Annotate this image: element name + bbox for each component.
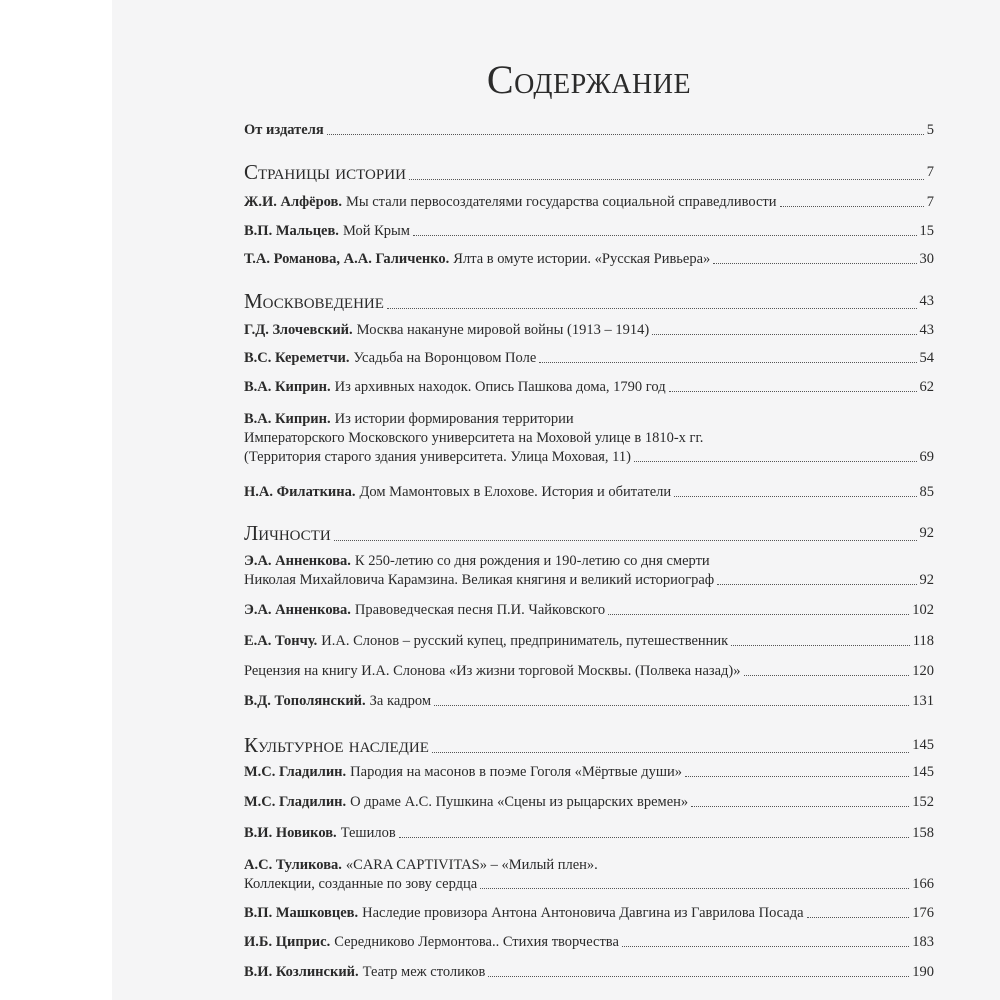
page-number: 15 bbox=[919, 223, 934, 239]
entry-title: Из архивных находок. Опись Пашкова дома, 1790 год bbox=[334, 379, 666, 395]
entry-author: В.С. Кереметчи. bbox=[244, 350, 350, 366]
entry-title: От издателя bbox=[244, 122, 324, 138]
page-number: 43 bbox=[919, 293, 934, 309]
toc-section-heading bbox=[244, 159, 934, 185]
dot-leader bbox=[413, 235, 917, 236]
entry-title: И.А. Слонов – русский купец, предприниматель, путешественник bbox=[321, 633, 729, 649]
entry-author: В.П. Машковцев. bbox=[244, 905, 359, 921]
entry-author: В.И. Новиков. bbox=[244, 825, 337, 841]
page-number: 92 bbox=[919, 572, 934, 588]
toc-entry bbox=[244, 933, 934, 952]
dot-leader bbox=[731, 645, 910, 646]
toc-entry bbox=[244, 222, 934, 241]
toc-entry bbox=[244, 378, 934, 397]
entry-title: К 250-летию со дня рождения и 190-летию со дня смерти bbox=[354, 553, 710, 569]
dot-leader bbox=[691, 806, 909, 807]
dot-leader bbox=[669, 391, 917, 392]
page-number: 190 bbox=[912, 964, 934, 980]
entry-author: В.А. Киприн. bbox=[244, 411, 331, 427]
toc-entry bbox=[244, 632, 934, 651]
toc-entry bbox=[244, 904, 934, 923]
entry-author: Э.А. Анненкова. bbox=[244, 553, 351, 569]
toc-section-heading bbox=[244, 520, 934, 546]
dot-leader bbox=[717, 584, 916, 585]
page-number: 166 bbox=[912, 876, 934, 892]
dot-leader bbox=[334, 540, 917, 541]
toc-entry bbox=[244, 193, 934, 212]
toc-entry bbox=[244, 963, 934, 982]
page-number: 102 bbox=[912, 602, 934, 618]
entry-title: Мой Крым bbox=[342, 223, 410, 239]
toc-section-heading bbox=[244, 288, 934, 314]
entry-author: Г.Д. Злочевский. bbox=[244, 322, 353, 338]
dot-leader bbox=[432, 752, 909, 753]
dot-leader bbox=[480, 888, 909, 889]
entry-author: Н.А. Филаткина. bbox=[244, 484, 356, 500]
entry-author: А.С. Туликова. bbox=[244, 857, 342, 873]
toc-entry bbox=[244, 856, 934, 894]
entry-title-line: Императорского Московского университета на Моховой улице в 1810-х гг. bbox=[244, 430, 704, 446]
entry-author: Ж.И. Алфёров. bbox=[244, 194, 342, 210]
toc-entry bbox=[244, 692, 934, 711]
entry-title: За кадром bbox=[369, 693, 432, 709]
dot-leader bbox=[744, 675, 910, 676]
entry-title: Из истории формирования территории bbox=[334, 411, 574, 427]
page-number: 7 bbox=[926, 164, 934, 180]
entry-title: Пародия на масонов в поэме Гоголя «Мёртвые души» bbox=[350, 764, 683, 780]
entry-title-line: (Территория старого здания университета. Улица Моховая, 11) bbox=[244, 449, 631, 465]
dot-leader bbox=[713, 263, 916, 264]
toc-entry bbox=[244, 321, 934, 340]
section-title: Личности bbox=[244, 521, 331, 545]
toc-entry bbox=[244, 483, 934, 502]
entry-author: В.П. Мальцев. bbox=[244, 223, 339, 239]
entry-author: В.А. Киприн. bbox=[244, 379, 331, 395]
table-of-contents bbox=[244, 0, 934, 1000]
section-title: Культурное наследие bbox=[244, 733, 429, 757]
page-number: 62 bbox=[919, 379, 934, 395]
page-number: 5 bbox=[926, 122, 934, 138]
toc-section-heading bbox=[244, 732, 934, 758]
toc-entry bbox=[244, 552, 934, 590]
entry-title: Дом Мамонтовых в Елохове. История и обитатели bbox=[359, 484, 672, 500]
toc-entry bbox=[244, 410, 934, 467]
entry-title: Рецензия на книгу И.А. Слонова «Из жизни торговой Москвы. (Полвека назад)» bbox=[244, 663, 741, 679]
toc-entry bbox=[244, 662, 934, 681]
page-number: 43 bbox=[919, 322, 934, 338]
entry-author: В.И. Козлинский. bbox=[244, 964, 359, 980]
entry-title: Москва накануне мировой войны (1913 – 1914) bbox=[356, 322, 650, 338]
toc-entry bbox=[244, 824, 934, 843]
page-number: 30 bbox=[919, 251, 934, 267]
entry-title: Правоведческая песня П.И. Чайковского bbox=[354, 602, 606, 618]
entry-title: Тешилов bbox=[340, 825, 396, 841]
dot-leader bbox=[622, 946, 909, 947]
dot-leader bbox=[387, 308, 917, 309]
toc-entry bbox=[244, 601, 934, 620]
dot-leader bbox=[634, 461, 917, 462]
page-number: 118 bbox=[912, 633, 934, 649]
entry-author: М.С. Гладилин. bbox=[244, 764, 347, 780]
toc-entry bbox=[244, 250, 934, 269]
dot-leader bbox=[488, 976, 909, 977]
dot-leader bbox=[807, 917, 910, 918]
page-number: 145 bbox=[912, 737, 934, 753]
page-number: 7 bbox=[926, 194, 934, 210]
page-title: Содержание bbox=[486, 57, 692, 102]
dot-leader bbox=[674, 496, 916, 497]
toc-entry bbox=[244, 793, 934, 812]
dot-leader bbox=[652, 334, 916, 335]
page-number: 152 bbox=[912, 794, 934, 810]
section-title: Страницы истории bbox=[244, 160, 406, 184]
dot-leader bbox=[409, 179, 924, 180]
page-number: 54 bbox=[919, 350, 934, 366]
page-number: 145 bbox=[912, 764, 934, 780]
entry-author: М.С. Гладилин. bbox=[244, 794, 347, 810]
toc-entry bbox=[244, 763, 934, 782]
dot-leader bbox=[327, 134, 924, 135]
entry-author: Т.А. Романова, А.А. Галиченко. bbox=[244, 251, 450, 267]
page-number: 158 bbox=[912, 825, 934, 841]
entry-title: Ялта в омуте истории. «Русская Ривьера» bbox=[453, 251, 711, 267]
book-page bbox=[112, 0, 1000, 1000]
entry-title-line: Коллекции, созданные по зову сердца bbox=[244, 876, 478, 892]
page-number: 92 bbox=[919, 525, 934, 541]
toc-entry bbox=[244, 349, 934, 368]
entry-title: О драме А.С. Пушкина «Сцены из рыцарских времен» bbox=[350, 794, 689, 810]
page-number: 183 bbox=[912, 934, 934, 950]
dot-leader bbox=[608, 614, 909, 615]
section-title: Москвоведение bbox=[244, 289, 384, 313]
entry-title-line: Николая Михайловича Карамзина. Великая княгиня и великий историограф bbox=[244, 572, 715, 588]
page-number: 120 bbox=[912, 663, 934, 679]
entry-title: Середниково Лермонтова.. Стихия творчества bbox=[334, 934, 619, 950]
page-number: 85 bbox=[919, 484, 934, 500]
page-number: 131 bbox=[912, 693, 934, 709]
entry-title: Мы стали первосоздателями государства социальной справедливости bbox=[345, 194, 777, 210]
dot-leader bbox=[399, 837, 910, 838]
entry-author: В.Д. Тополянский. bbox=[244, 693, 366, 709]
page-number: 176 bbox=[912, 905, 934, 921]
entry-author: И.Б. Циприс. bbox=[244, 934, 331, 950]
page-number: 69 bbox=[919, 449, 934, 465]
entry-title: Усадьба на Воронцовом Поле bbox=[353, 350, 537, 366]
entry-title: Театр меж столиков bbox=[362, 964, 486, 980]
toc-entry bbox=[244, 121, 934, 140]
entry-title: «CARA CAPTIVITAS» – «Милый плен». bbox=[345, 857, 598, 873]
entry-title: Наследие провизора Антона Антоновича Давгина из Гаврилова Посада bbox=[362, 905, 804, 921]
entry-author: Э.А. Анненкова. bbox=[244, 602, 351, 618]
dot-leader bbox=[539, 362, 916, 363]
dot-leader bbox=[685, 776, 909, 777]
dot-leader bbox=[780, 206, 924, 207]
entry-author: Е.А. Тончу. bbox=[244, 633, 318, 649]
dot-leader bbox=[434, 705, 909, 706]
